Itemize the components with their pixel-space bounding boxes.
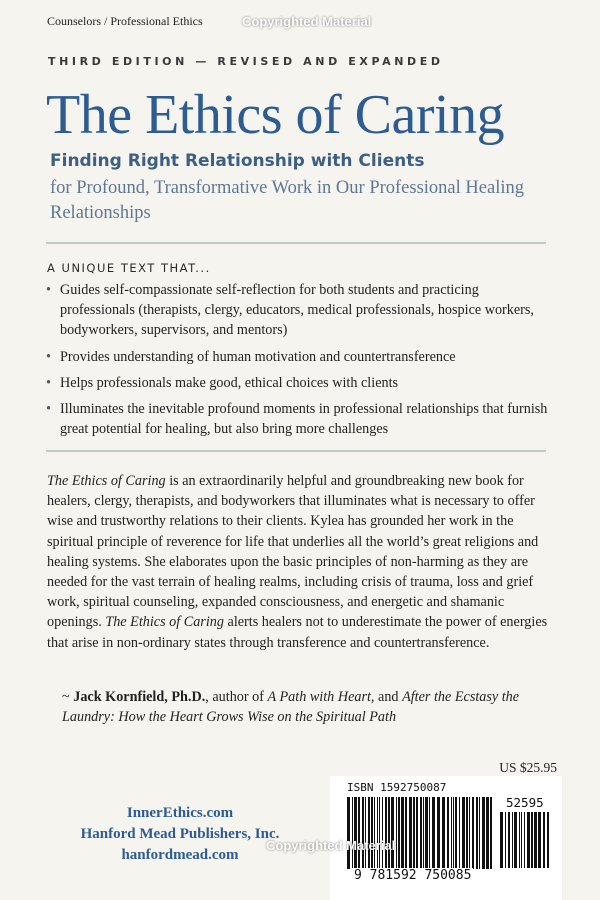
review-paragraph (47, 471, 557, 653)
barcode-price-code: 52595 (506, 795, 544, 810)
price-label: US $25.95 (499, 760, 557, 775)
review-text-part-2: alerts healers not to underestimate the power of energies that arise in non-ordinary states through transference and countertransference. (47, 614, 548, 651)
attribution-book-1: A Path with Heart, (267, 689, 375, 705)
feature-item (46, 373, 556, 393)
copyright-watermark-bottom: Copyrighted Material (266, 838, 396, 853)
book-title: The Ethics of Caring (46, 84, 505, 146)
feature-text: Guides self-compassionate self-reflection for both students and practicing professionals (therapists, clergy, educators, medical professionals, hospice workers, bodyworkers, supervisors, and mentors) (60, 282, 534, 339)
bullet-icon: • (46, 401, 51, 418)
bullet-icon: • (46, 348, 51, 365)
book-subtitle: Finding Right Relationship with Clients (50, 151, 425, 171)
publisher-block (75, 803, 285, 866)
divider-top (46, 242, 546, 244)
review-book-title: The Ethics of Caring (47, 473, 166, 489)
divider-middle (46, 450, 546, 452)
review-attribution (62, 687, 562, 727)
publisher-site-2: hanfordmead.com (121, 847, 239, 863)
barcode-main-icon (347, 797, 493, 869)
attribution-and: and (374, 689, 403, 705)
copyright-watermark-top: Copyrighted Material (242, 14, 372, 29)
attribution-prefix: ~ (62, 689, 74, 705)
feature-text: Illuminates the inevitable profound moments in professional relationships that furnish great potential for healing, but also bring more challenges (60, 401, 548, 438)
review-text-part-1: is an extraordinarily helpful and groundbreaking new book for healers, clergy, therapists, and bodyworkers that illuminates what is necessary to offer wise and trustworthy relations to their clients. Kylea has grounded her work in the spiritual principle of reverence for life that underlies all the world’s great religions and healing systems. She elaborates upon the basic principles of non-harming as they are needed for the vast terrain of healing realms, including crisis of trauma, loss and grief work, spiritual counseling, expanded consciousness, and energetic and shamanic openings. (47, 473, 539, 631)
publisher-name: Hanford Mead Publishers, Inc. (80, 826, 280, 842)
bullet-icon: • (46, 282, 51, 298)
category-label: Counselors / Professional Ethics (47, 14, 203, 28)
publisher-site-1: InnerEthics.com (126, 805, 234, 821)
edition-label: THIRD EDITION — REVISED AND EXPANDED (48, 55, 444, 68)
barcode-addon-icon (500, 812, 552, 868)
review-book-title-2: The Ethics of Caring (105, 614, 224, 631)
attribution-mid: , author of (205, 689, 268, 705)
features-heading: A UNIQUE TEXT THAT... (47, 261, 211, 275)
barcode-number: 9 781592 750085 (354, 868, 472, 883)
bullet-icon: • (46, 374, 51, 391)
feature-item (46, 280, 556, 341)
features-list (46, 280, 556, 445)
feature-text: Helps professionals make good, ethical choices with clients (60, 374, 399, 391)
feature-item (46, 399, 556, 439)
book-subtitle-secondary: for Profound, Transformative Work in Our Professional Healing Relationships (50, 178, 524, 223)
attribution-book-2: After the Ecstasy the Laundry: How the Heart Grows Wise on the Spiritual Path (62, 689, 520, 726)
attribution-name: Jack Kornfield, Ph.D. (73, 689, 206, 705)
feature-text: Provides understanding of human motivation and countertransference (60, 348, 456, 365)
isbn-label: ISBN 1592750087 (347, 781, 447, 794)
feature-item (46, 347, 556, 367)
